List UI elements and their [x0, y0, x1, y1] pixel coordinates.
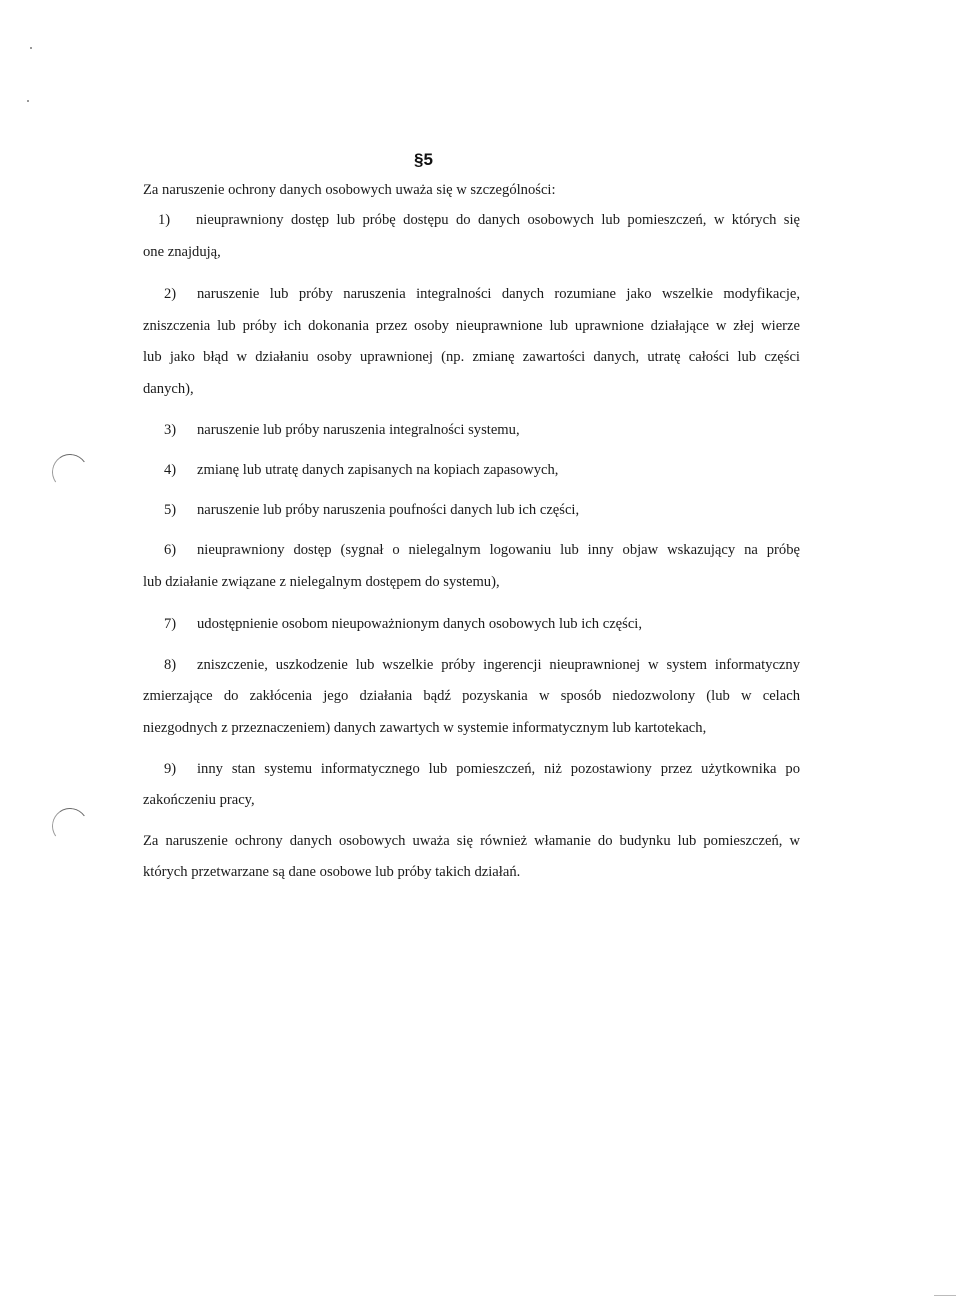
list-item-number: 4): [164, 462, 177, 478]
list-item-text: nieuprawniony dostęp (sygnał o nielegalnym logowaniu lub inny objaw wskazujący na próbę: [197, 542, 800, 558]
list-item-line: [164, 284, 800, 304]
list-item-number: 7): [164, 616, 177, 632]
list-item-number: 1): [158, 212, 171, 228]
list-item-continuation: lub jako błąd w działaniu osoby uprawnionej (np. zmianę zawartości danych, utratę całości lub części: [143, 349, 800, 365]
list-item-line: [164, 500, 800, 520]
list-item-line: [164, 540, 800, 560]
list-item-line: [158, 210, 800, 230]
list-item-line: [164, 759, 800, 779]
scan-speck: [30, 47, 32, 49]
list-item-line: [164, 614, 800, 634]
list-item-text: naruszenie lub próby naruszenia poufności danych lub ich części,: [197, 502, 580, 518]
list-item-text: zniszczenie, uszkodzenie lub wszelkie próby ingerencji nieuprawnionej w system informatyczny: [197, 657, 800, 673]
list-item-text: zmianę lub utratę danych zapisanych na kopiach zapasowych,: [197, 462, 559, 478]
list-item-number: 6): [164, 542, 177, 558]
list-item-line: [164, 655, 800, 675]
list-item-continuation: zakończeniu pracy,: [143, 792, 255, 808]
list-item-continuation: zniszczenia lub próby ich dokonania przez osoby nieuprawnione lub uprawnione działające w złej wierze: [143, 318, 800, 334]
scan-speck: [27, 100, 29, 102]
list-item-text: udostępnienie osobom nieupoważnionym danych osobowych lub ich części,: [197, 616, 643, 632]
list-item-continuation: niezgodnych z przeznaczeniem) danych zawartych w systemie informatycznym lub kartotekach,: [143, 720, 707, 736]
punch-hole-mark: [49, 805, 91, 847]
list-item-continuation: lub działanie związane z nielegalnym dostępem do systemu),: [143, 574, 500, 590]
section-heading: §5: [414, 150, 433, 169]
scan-edge-mark: [934, 1295, 956, 1296]
list-item-number: 9): [164, 761, 177, 777]
list-item-number: 2): [164, 286, 177, 302]
list-item-continuation: one znajdują,: [143, 244, 221, 260]
list-item-line: [164, 460, 800, 480]
list-item-number: 8): [164, 657, 177, 673]
list-item-text: inny stan systemu informatycznego lub pomieszczeń, niż pozostawiony przez użytkownika po: [197, 761, 800, 777]
list-item-number: 5): [164, 502, 177, 518]
list-item-text: naruszenie lub próby naruszenia integralności danych rozumiane jako wszelkie modyfikacje,: [197, 286, 800, 302]
list-item-number: 3): [164, 422, 177, 438]
list-item-text: naruszenie lub próby naruszenia integralności systemu,: [197, 422, 520, 438]
intro-text: Za naruszenie ochrony danych osobowych uważa się w szczególności:: [143, 182, 556, 198]
closing-paragraph-line: których przetwarzane są dane osobowe lub próby takich działań.: [143, 864, 521, 880]
list-item-continuation: zmierzające do zakłócenia jego działania bądź pozyskania w sposób niedozwolony (lub w celach: [143, 688, 800, 704]
punch-hole-mark: [49, 451, 91, 493]
list-item-line: [164, 420, 800, 440]
list-item-continuation: danych),: [143, 381, 194, 397]
closing-paragraph-line: Za naruszenie ochrony danych osobowych uważa się również włamanie do budynku lub pomieszczeń, w: [143, 833, 800, 849]
list-item-text: nieuprawniony dostęp lub próbę dostępu do danych osobowych lub pomieszczeń, w których się: [196, 212, 800, 228]
